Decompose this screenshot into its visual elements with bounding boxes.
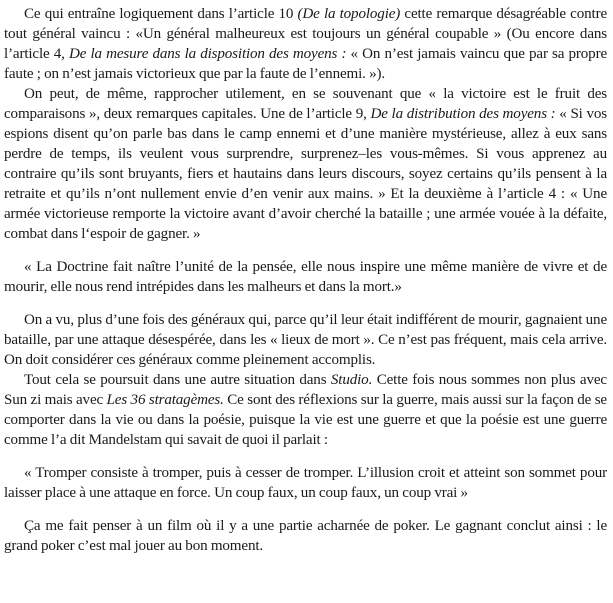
- text-run: « La Doctrine fait naître l’unité de la pensée, elle nous inspire une même manière de vivre et de mourir, elle nous rend intrépides dans les malheurs et dans la mort.»: [4, 259, 607, 295]
- italic-title: Studio.: [330, 372, 373, 388]
- italic-title: De la distribution des moyens :: [370, 106, 556, 122]
- spacer: [4, 503, 607, 516]
- italic-title: Les 36 stratagèmes.: [106, 392, 224, 408]
- paragraph-poker: [4, 516, 607, 556]
- text-run: Tout cela se poursuit dans une autre situation dans: [24, 372, 331, 388]
- text-run: On a vu, plus d’une fois des généraux qui, parce qu’il leur était indifférent de mourir, gagnaient une bataille, par une attaque désespérée, dans les « lieux de mort ». Ce n’est pas fréquent, mais cela arrive. On doit considérer ces généraux comme pleinement accomplis.: [4, 312, 607, 368]
- quote-doctrine: [4, 257, 607, 297]
- text-run: Cette fois nous sommes non plus avec Sun zi mais avec: [4, 372, 607, 408]
- text-run: On peut, de même, rapprocher utilement, en se souvenant que « la victoire est le fruit des comparaisons », deux remarques capitales. Une de l’article 9,: [4, 86, 607, 122]
- paragraph-comparisons: [4, 84, 607, 244]
- paragraph-topology: [4, 4, 607, 84]
- text-run: « Si vos espions disent qu’on parle bas dans le camp ennemi et d’une manière mystérieuse, allez à eux sans perdre de temps, ils veulent vous surprendre, surprenez–les vous-mêmes. Si vous apprenez au contraire qu’ils sont bruyants, fiers et hautains dans leurs discours, soyez certains qu’ils pensent à la retraite et qu’ils n’ont nullement envie d’en venir aux mains. » Et la deuxième à l’article 4 : « Une armée victorieuse remporte la victoire avant d’avoir cherché la bataille ; une armée vouée à la défaite, combat dans l‘espoir de gagner. »: [4, 106, 607, 242]
- paragraph-generals: [4, 310, 607, 370]
- text-run: « Tromper consiste à tromper, puis à cesser de tromper. L’illusion croit et atteint son sommet pour laisser place à une attaque en force. Un coup faux, un coup faux, un coup vrai »: [4, 465, 607, 501]
- italic-title: (De la topologie): [297, 6, 401, 22]
- spacer: [4, 244, 607, 257]
- text-run: Ce sont des réflexions sur la guerre, mais aussi sur la façon de se comporter dans la vie ou dans la poésie, puisque la vie est une guerre et que la poésie est une guerre comme l’a dit Mandelstam qui savait de quoi il parlait :: [4, 392, 607, 448]
- spacer: [4, 450, 607, 463]
- spacer: [4, 297, 607, 310]
- text-run: Ce qui entraîne logiquement dans l’article 10: [24, 6, 298, 22]
- quote-deception: [4, 463, 607, 503]
- text-run: « On n’est jamais vaincu que par sa propre faute ; on n’est jamais victorieux que par la faute de l’ennemi. »).: [4, 46, 607, 82]
- paragraph-studio: [4, 370, 607, 450]
- text-run: Ça me fait penser à un film où il y a une partie acharnée de poker. Le gagnant conclut ainsi : le grand poker c’est mal jouer au bon moment.: [4, 518, 607, 554]
- italic-title: De la mesure dans la disposition des moyens :: [69, 46, 347, 62]
- text-run: cette remarque désagréable contre tout général vaincu : «Un général malheureux est toujours un général coupable » (Ou encore dans l’article 4,: [4, 6, 607, 62]
